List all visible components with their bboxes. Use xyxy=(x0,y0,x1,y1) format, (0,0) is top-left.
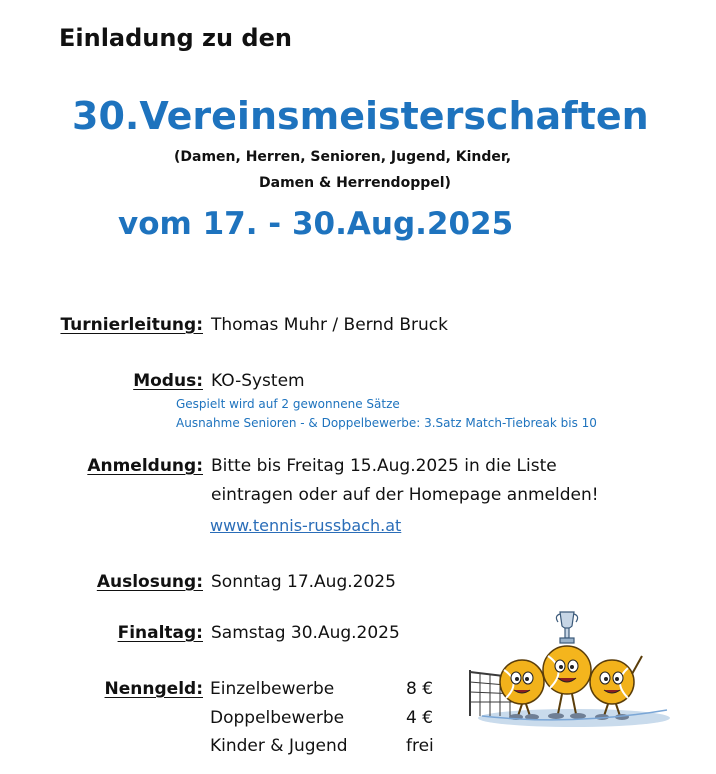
fee-name: Einzelbewerbe xyxy=(210,679,335,699)
intro-text: Einladung zu den xyxy=(59,24,292,52)
homepage-link[interactable]: www.tennis-russbach.at xyxy=(210,516,402,535)
auslosung-value: Sonntag 17.Aug.2025 xyxy=(211,572,396,592)
fee-price: 4 € xyxy=(406,708,434,728)
modus-value: KO-System xyxy=(211,371,305,391)
auslosung-label: Auslosung: xyxy=(96,572,203,592)
tennis-balls-trophy-illustration xyxy=(462,598,674,730)
fee-name: Doppelbewerbe xyxy=(210,708,345,728)
anmeldung-label: Anmeldung: xyxy=(87,456,203,476)
categories-line-2: Damen & Herrendoppel) xyxy=(259,175,451,191)
modus-label: Modus: xyxy=(133,371,203,391)
fee-name: Kinder & Jugend xyxy=(210,736,348,756)
event-dates: vom 17. - 30.Aug.2025 xyxy=(118,206,514,242)
fee-price: 8 € xyxy=(406,679,434,699)
categories-line-1: (Damen, Herren, Senioren, Jugend, Kinder, xyxy=(174,149,512,165)
event-title: 30.Vereinsmeisterschaften xyxy=(72,94,649,138)
modus-note-sets: Gespielt wird auf 2 gewonnene Sätze xyxy=(176,397,400,411)
finaltag-value: Samstag 30.Aug.2025 xyxy=(211,623,400,643)
finaltag-label: Finaltag: xyxy=(117,623,203,643)
anmeldung-line-1: Bitte bis Freitag 15.Aug.2025 in die Liste xyxy=(211,456,557,476)
turnierleitung-value: Thomas Muhr / Bernd Bruck xyxy=(211,315,448,335)
modus-note-exception: Ausnahme Senioren - & Doppelbewerbe: 3.Satz Match-Tiebreak bis 10 xyxy=(176,416,597,430)
nenngeld-label: Nenngeld: xyxy=(104,679,203,699)
fee-price: frei xyxy=(406,736,434,756)
turnierleitung-label: Turnierleitung: xyxy=(60,315,203,335)
anmeldung-line-2: eintragen oder auf der Homepage anmelden! xyxy=(211,485,599,505)
